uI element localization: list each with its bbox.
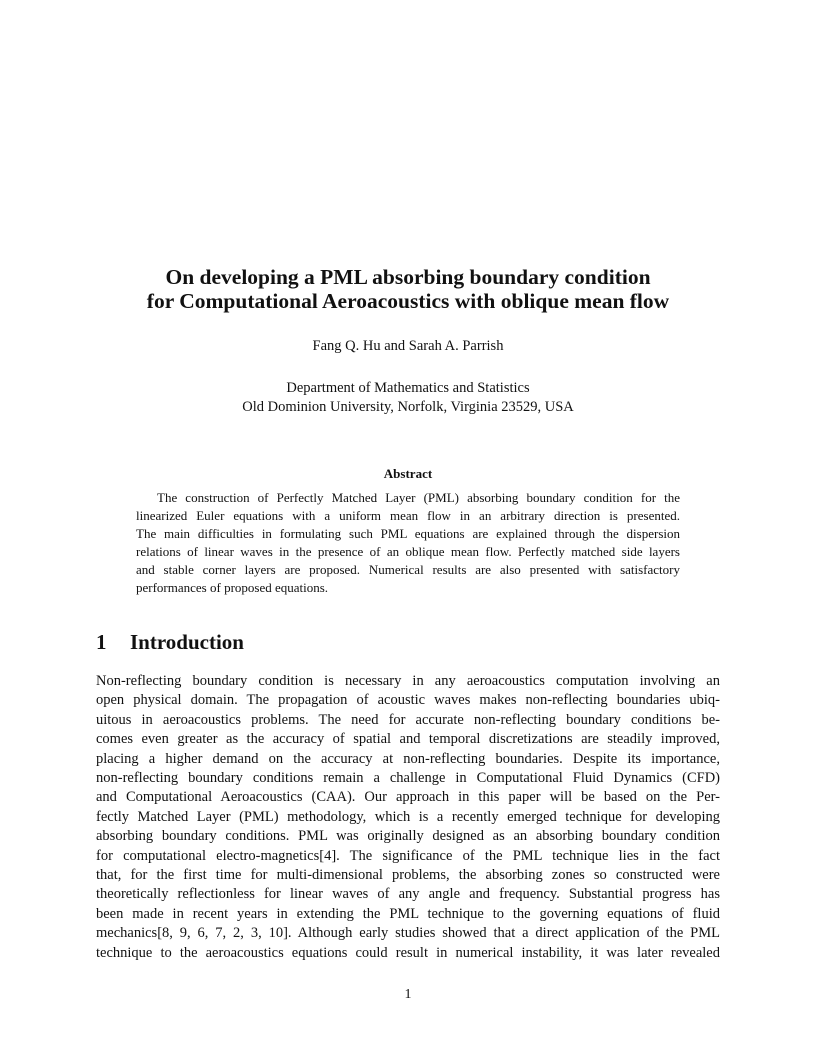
abstract-line: performances of proposed equations. [136, 580, 329, 595]
section-title: Introduction [130, 630, 244, 654]
abstract-line: linearized Euler equations with a uniform mean flow in an arbitrary direction is presented. [136, 508, 680, 523]
body-line: comes even greater as the accuracy of spatial and temporal discretizations are steadily improved, [96, 731, 720, 748]
page-number: 1 [404, 987, 412, 1002]
abstract-text [136, 489, 680, 597]
abstract-line: relations of linear waves in the presence of an oblique mean flow. Perfectly matched side layers [136, 544, 680, 559]
body-line: placing a higher demand on the accuracy at non-reflecting boundaries. Despite its importance, [96, 750, 720, 767]
body-line: mechanics[8, 9, 6, 7, 2, 3, 10]. Although early studies showed that a direct application of the PML [96, 925, 720, 942]
affiliation [100, 379, 716, 417]
section-body [96, 672, 720, 963]
abstract-line: The construction of Perfectly Matched Layer (PML) absorbing boundary condition for the [157, 490, 680, 505]
body-line: that, for the first time for multi-dimensional problems, the absorbing zones so constructed were [96, 867, 720, 884]
section-heading [96, 629, 244, 655]
affiliation-line-2: Old Dominion University, Norfolk, Virginia 23529, USA [242, 399, 574, 415]
body-line: uitous in aeroacoustics problems. The need for accurate non-reflecting boundary conditions be- [96, 711, 720, 728]
body-line: and Computational Aeroacoustics (CAA). Our approach in this paper will be based on the Per- [96, 789, 720, 806]
body-line: Non-reflecting boundary condition is necessary in any aeroacoustics computation involving an [96, 673, 720, 689]
title-line-1: On developing a PML absorbing boundary condition [165, 265, 651, 289]
body-line: absorbing boundary conditions. PML was originally designed as an absorbing boundary condition [96, 828, 720, 845]
body-line: been made in recent years in extending the PML technique to the governing equations of fluid [96, 905, 720, 922]
section-number: 1 [96, 630, 107, 654]
abstract-line: and stable corner layers are proposed. Numerical results are also presented with satisfactory [136, 562, 680, 577]
affiliation-line-1: Department of Mathematics and Statistics [286, 380, 530, 396]
author-names: Fang Q. Hu and Sarah A. Parrish [312, 338, 504, 354]
body-line: theoretically reflectionless for linear waves of any angle and frequency. Substantial progress has [96, 886, 720, 903]
abstract-line: The main difficulties in formulating such PML equations are explained through the dispersion [136, 526, 680, 541]
body-line: for computational electro-magnetics[4]. The significance of the PML technique lies in the fact [96, 847, 720, 864]
body-line: technique to the aeroacoustics equations could result in numerical instability, it was later revealed [96, 944, 720, 961]
body-line: non-reflecting boundary conditions remain a challenge in Computational Fluid Dynamics (CFD) [96, 770, 720, 787]
paper-title [100, 265, 716, 313]
title-line-2: for Computational Aeroacoustics with oblique mean flow [146, 289, 670, 313]
abstract-heading: Abstract [383, 466, 433, 481]
body-line: fectly Matched Layer (PML) methodology, which is a recently emerged technique for developing [96, 808, 720, 825]
body-line: open physical domain. The propagation of acoustic waves makes non-reflecting boundaries ubiq- [96, 692, 720, 709]
